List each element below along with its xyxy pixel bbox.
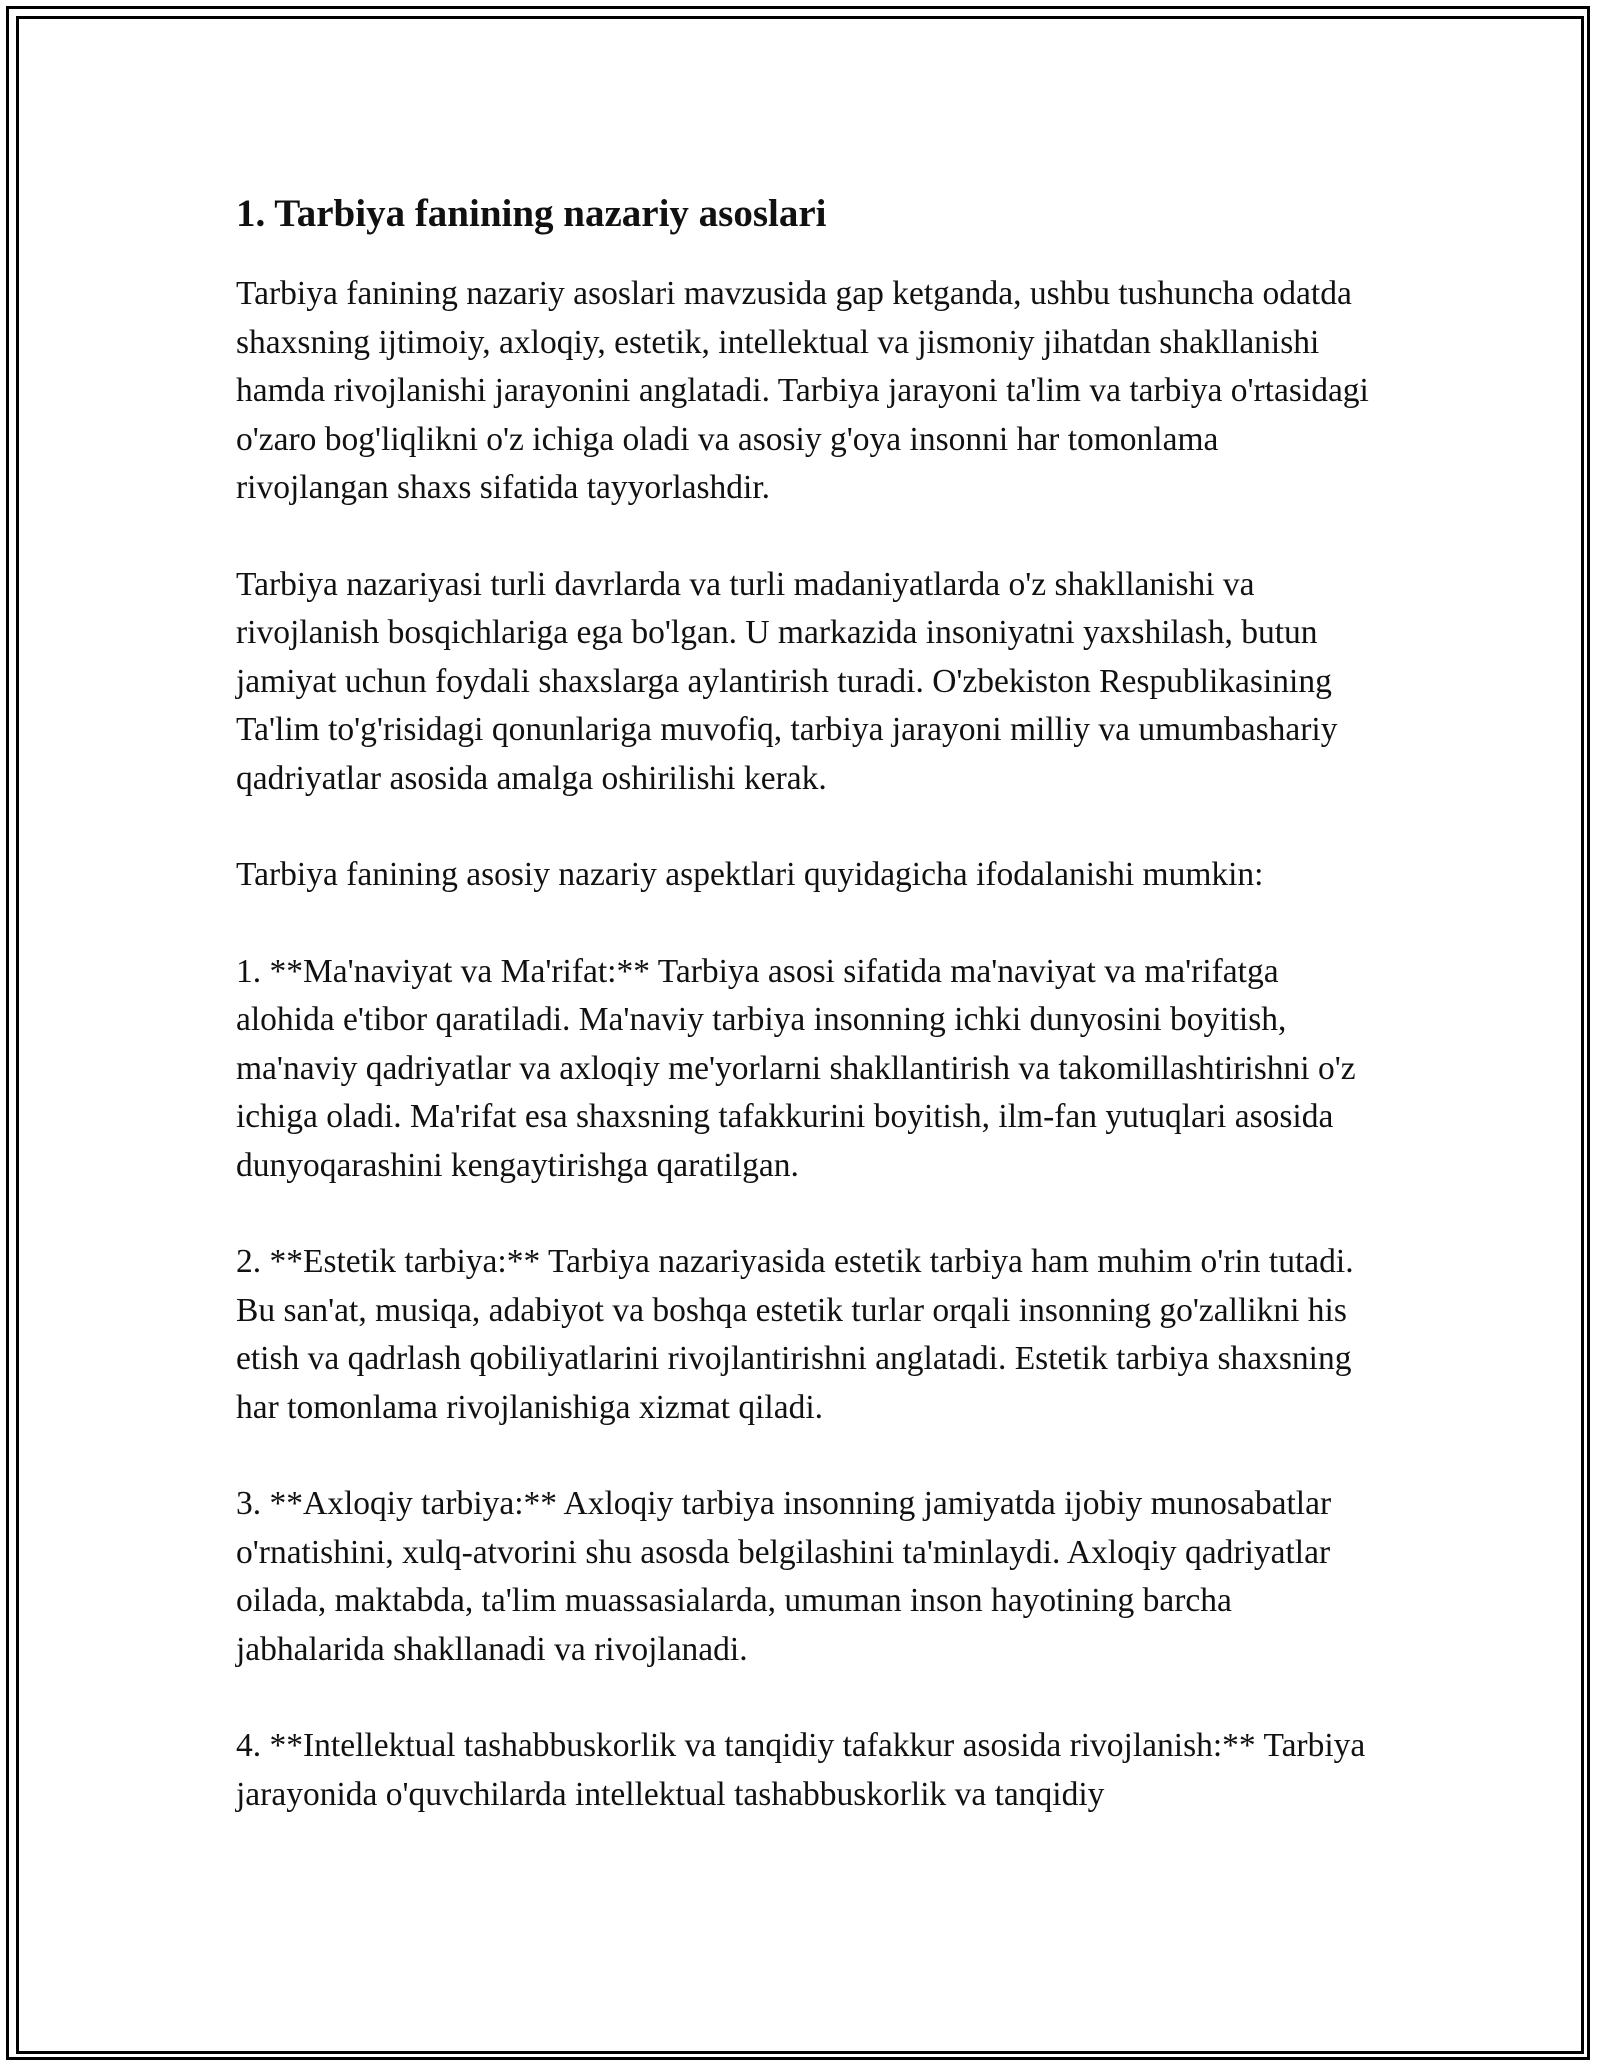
list-item-spirituality: 1. **Ma'naviyat va Ma'rifat:** Tarbiya asosi sifatida ma'naviyat va ma'rifatga alohida e'tibor qaratiladi. Ma'naviy tarbiya insonning ichki dunyosini boyitish, ma'naviy qadriyatlar va axloqiy me'yorlarni shakllantirish va takomillashtirishni o'z ichiga oladi. Ma'rifat esa shaxsning tafakkurini boyitish, ilm-fan yutuqlari asosida dunyoqarashini kengaytirishga qaratilgan.: [236, 952, 1356, 1184]
list-item-intellectual: 4. **Intellektual tashabbuskorlik va tanqidiy tafakkur asosida rivojlanish:** Tarbiya jarayonida o'quvchilarda intellektual tashabbuskorlik va tanqidiy: [236, 1727, 1366, 1813]
document-body: [236, 188, 1371, 1819]
paragraph-intro: Tarbiya fanining nazariy asoslari mavzusida gap ketganda, ushbu tushuncha odatda shaxsning ijtimoiy, axloqiy, estetik, intellektual va jismoniy jihatdan shakllanishi hamda rivojlanishi jarayonini anglatadi. Tarbiya jarayoni ta'lim va tarbiya o'rtasidagi o'zaro bog'liqlikni o'z ichiga oladi va asosiy g'oya insonni har tomonlama rivojlangan shaxs sifatida tayyorlashdir.: [236, 275, 1369, 506]
list-item-moral: 3. **Axloqiy tarbiya:** Axloqiy tarbiya insonning jamiyatda ijobiy munosabatlar o'rnatishini, xulq-atvorini shu asosda belgilashini ta'minlaydi. Axloqiy qadriyatlar oilada, maktabda, ta'lim muassasialarda, umuman inson hayotining barcha jabhalarida shakllanadi va rivojlanadi.: [236, 1485, 1332, 1668]
paragraph-aspects-lead: Tarbiya fanining asosiy nazariy aspektlari quyidagicha ifodalanishi mumkin:: [236, 856, 1264, 893]
list-item-aesthetic: 2. **Estetik tarbiya:** Tarbiya nazariyasida estetik tarbiya ham muhim o'rin tutadi. Bu san'at, musiqa, adabiyot va boshqa estetik turlar orqali insonning go'zallikni his etish va qadrlash qobiliyatlarini rivojlantirishni anglatadi. Estetik tarbiya shaxsning har tomonlama rivojlanishiga xizmat qiladi.: [236, 1243, 1354, 1426]
paragraph-history: Tarbiya nazariyasi turli davrlarda va turli madaniyatlarda o'z shakllanishi va rivojlanish bosqichlariga ega bo'lgan. U markazida insoniyatni yaxshilash, butun jamiyat uchun foydali shaxslarga aylantirish turadi. O'zbekiston Respublikasining Ta'lim to'g'risidagi qonunlariga muvofiq, tarbiya jarayoni milliy va umumbashariy qadriyatlar asosida amalga oshirilishi kerak.: [236, 565, 1338, 797]
section-heading: 1. Tarbiya fanining nazariy asoslari: [236, 192, 827, 235]
